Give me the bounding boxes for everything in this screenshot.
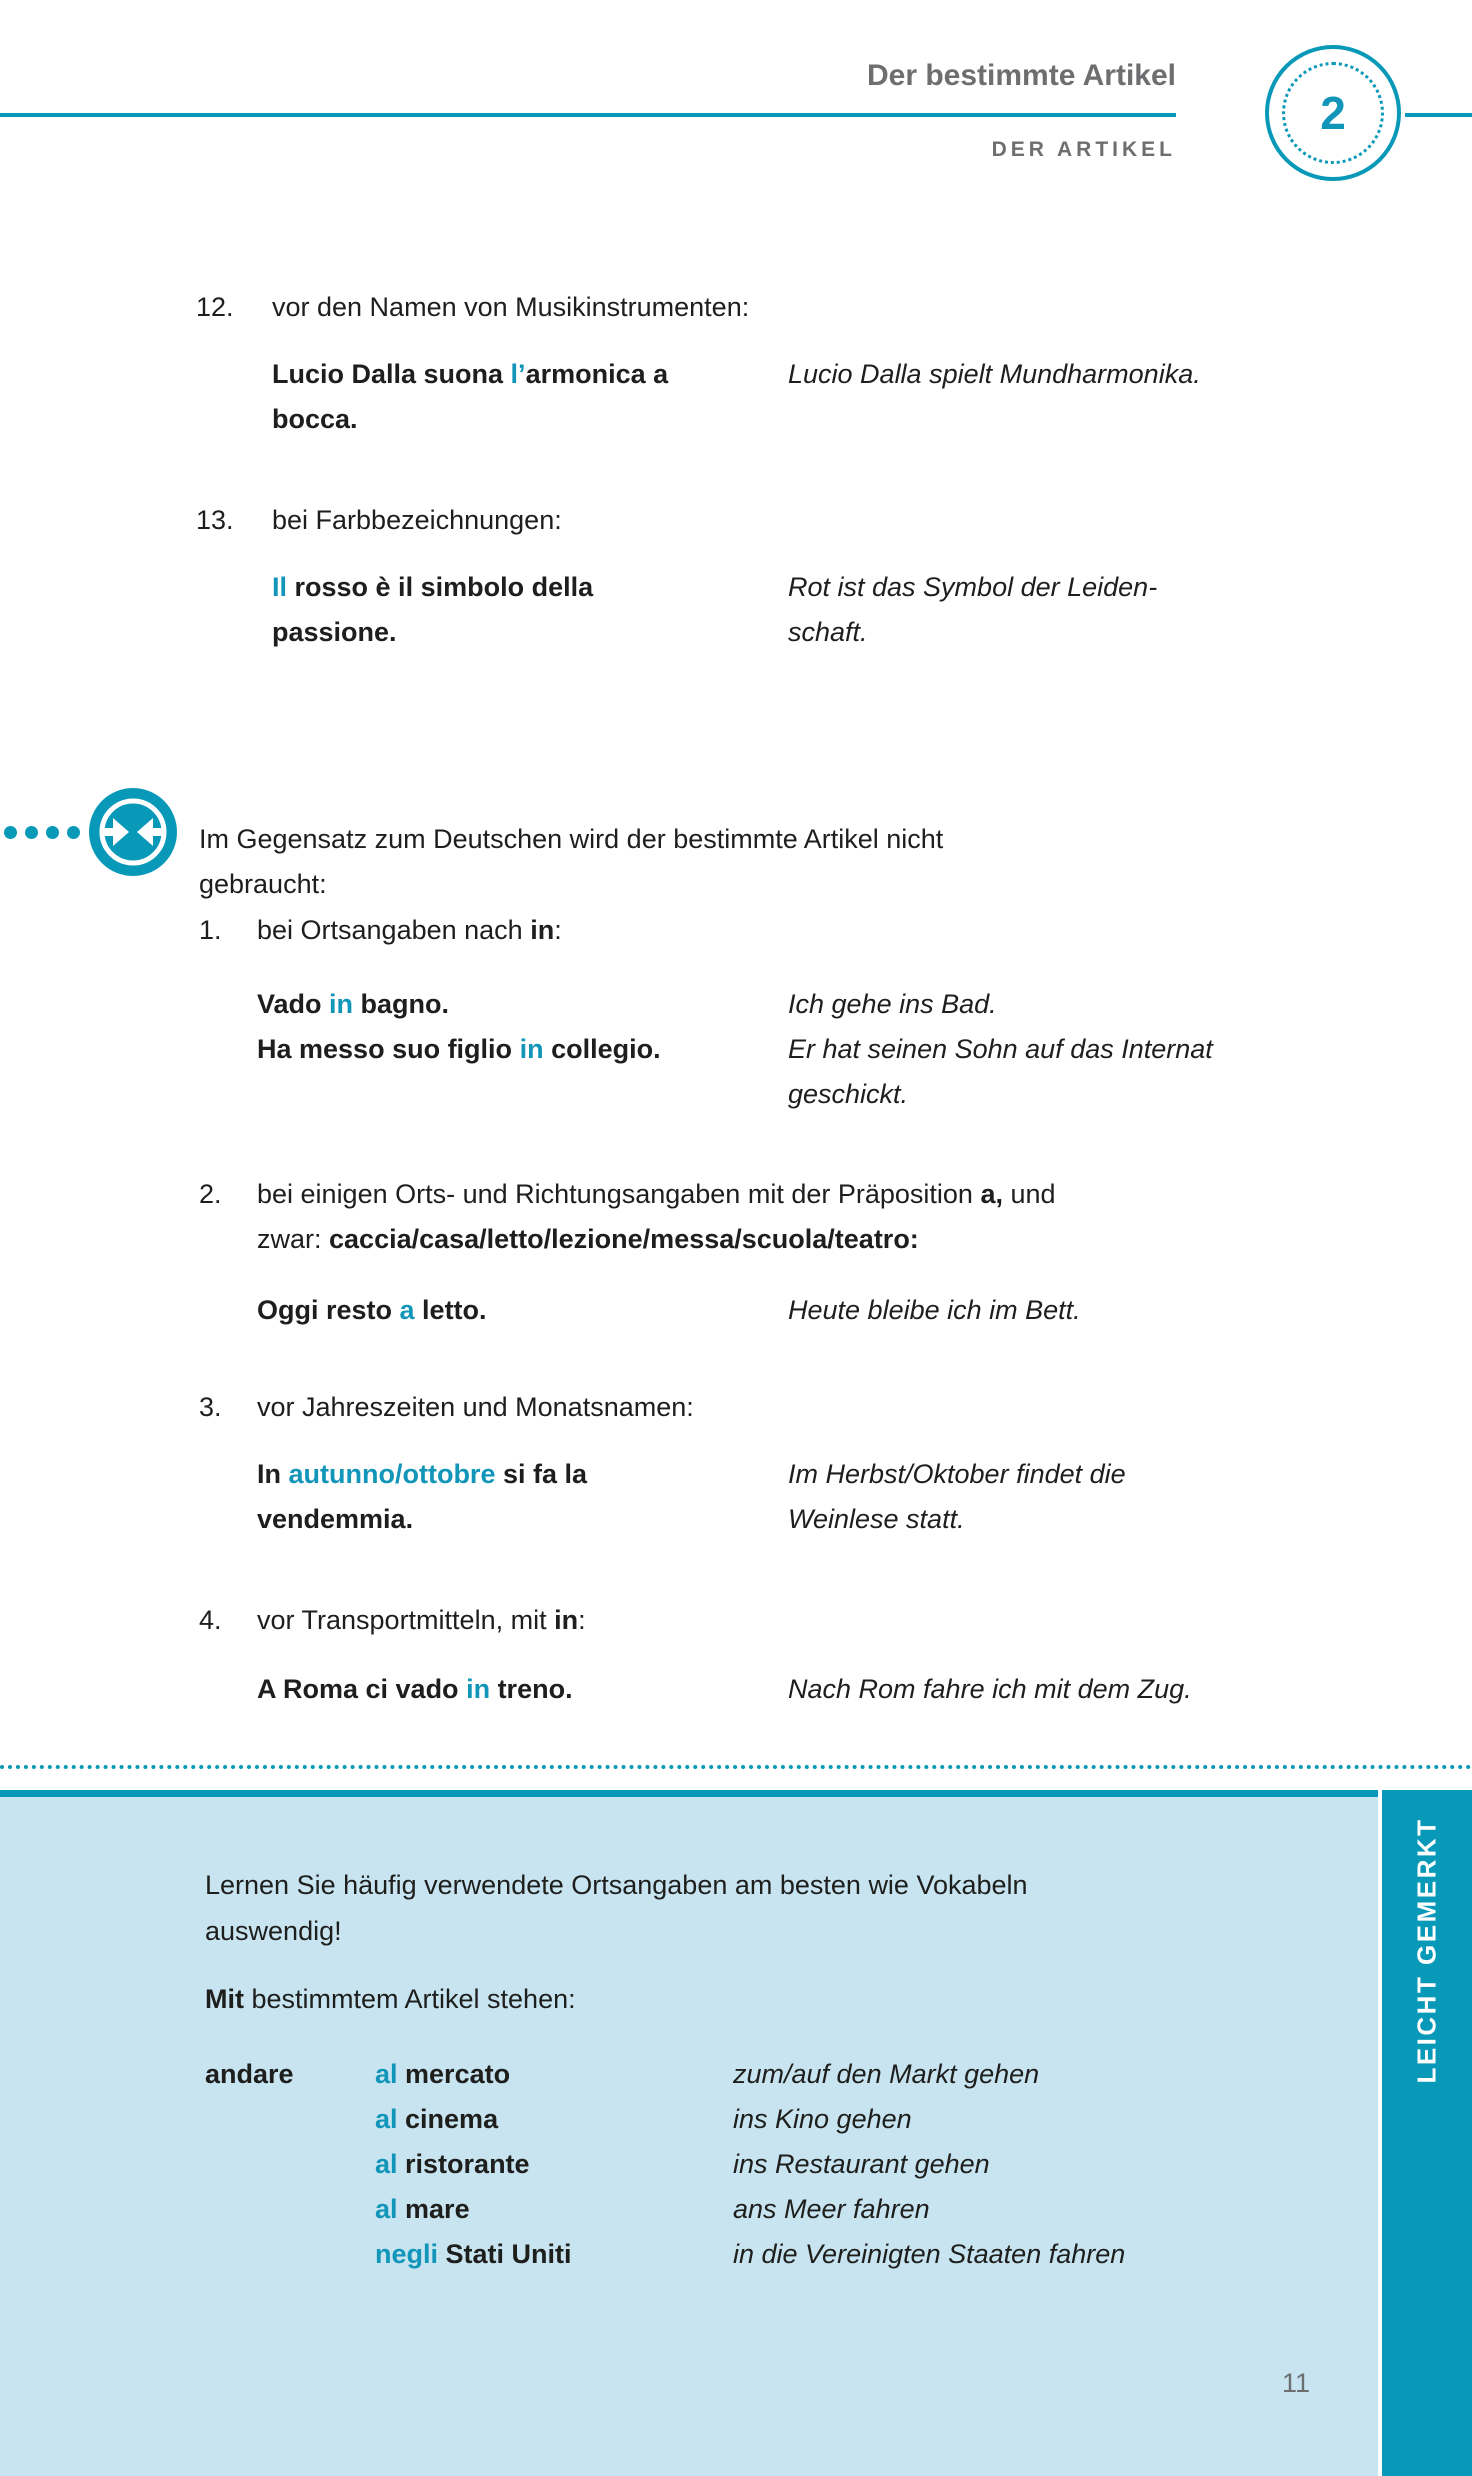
example-italian: In autunno/ottobre si fa la vendemmia. (257, 1459, 588, 1534)
rule-number: 3. (199, 1392, 222, 1422)
example-italian: Il rosso è il simbolo della passione. (272, 572, 594, 647)
rule-text: vor Transportmitteln, mit in: (257, 1605, 586, 1635)
example-german: Er hat seinen Sohn auf das Internat geschickt. (788, 1034, 1213, 1109)
marker-dot (4, 826, 17, 839)
example-italian: Ha messo suo figlio in collegio. (257, 1034, 661, 1064)
side-tab-label: LEICHT GEMERKT (1411, 1816, 1442, 2084)
example-row (272, 352, 1201, 442)
running-title: Der bestimmte Artikel (867, 59, 1176, 92)
vocab-german: zum/auf den Markt gehen (733, 2059, 1040, 2089)
example-italian: A Roma ci vado in treno. (257, 1674, 573, 1704)
example-row (272, 565, 1157, 655)
rule-number: 2. (199, 1179, 222, 1209)
section-label: DER ARTIKEL (991, 138, 1176, 161)
vocab-row (205, 2142, 1125, 2187)
tip-text: Lernen Sie häufig verwendete Ortsangaben am besten wie Vokabeln auswendig! (205, 1870, 1028, 1946)
rule-number: 1. (199, 915, 222, 945)
vocab-row (205, 2232, 1125, 2277)
rule-item-3 (199, 1385, 694, 1430)
example-german: Lucio Dalla spielt Mundharmonika. (788, 359, 1201, 389)
vocab-row (205, 2052, 1125, 2097)
example-german: Ich gehe ins Bad. (788, 989, 997, 1019)
rule-item-4 (199, 1598, 586, 1643)
rule-text: bei Farbbezeichnungen: (272, 505, 562, 535)
vocab-row (205, 2187, 1125, 2232)
vocab-verb (205, 2142, 375, 2187)
example-row (257, 1452, 1126, 1542)
vocab-italian: al cinema (375, 2104, 499, 2134)
example-row (257, 1288, 1081, 1333)
example-german: Im Herbst/Oktober findet die Weinlese statt. (788, 1459, 1126, 1534)
rule-text: bei Ortsangaben nach in: (257, 915, 562, 945)
opposing-arrows-icon (88, 787, 178, 877)
vocab-row (205, 2097, 1125, 2142)
tip-box-top-bar (0, 1790, 1378, 1797)
tip-lead-in: Mit bestimmtem Artikel stehen: (205, 1984, 576, 2014)
vocab-italian: al mercato (375, 2059, 511, 2089)
vocab-italian: al ristorante (375, 2149, 530, 2179)
rule-item-12 (196, 285, 749, 330)
vocab-italian: negli Stati Uniti (375, 2239, 572, 2269)
vocab-verb (205, 2097, 375, 2142)
marker-dot (25, 826, 38, 839)
example-german: Rot ist das Symbol der Leiden- schaft. (788, 572, 1158, 647)
rule-number: 12. (196, 292, 234, 322)
rule-number: 4. (199, 1605, 222, 1635)
vocab-german: ans Meer fahren (733, 2194, 930, 2224)
header-rule-right (1405, 113, 1472, 117)
example-italian: Vado in bagno. (257, 989, 450, 1019)
vocab-table (205, 2052, 1125, 2277)
example-row (257, 1027, 1213, 1117)
page-number: 11 (1282, 2368, 1311, 2398)
vocab-verb (205, 2232, 375, 2277)
contrast-note-marker (4, 787, 178, 877)
vocab-german: ins Kino gehen (733, 2104, 912, 2134)
example-italian: Lucio Dalla suona l’armonica a bocca. (272, 359, 669, 434)
rule-item-1 (199, 908, 562, 953)
side-label-wrap (1382, 1790, 1472, 2110)
example-row (257, 1667, 1192, 1712)
vocab-verb (205, 2187, 375, 2232)
example-italian: Oggi resto a letto. (257, 1295, 487, 1325)
example-german: Heute bleibe ich im Bett. (788, 1295, 1081, 1325)
rule-item-13 (196, 498, 562, 543)
example-german: Nach Rom fahre ich mit dem Zug. (788, 1674, 1192, 1704)
example-row (257, 982, 997, 1027)
rule-item-2 (199, 1172, 1056, 1262)
vocab-italian: al mare (375, 2194, 470, 2224)
rule-number: 13. (196, 505, 234, 535)
rule-text: vor den Namen von Musikinstrumenten: (272, 292, 750, 322)
intro-paragraph: Im Gegensatz zum Deutschen wird der bestimmte Artikel nicht gebraucht: (199, 824, 944, 899)
marker-dot (46, 826, 59, 839)
rule-text: vor Jahreszeiten und Monatsnamen: (257, 1392, 694, 1422)
vocab-verb: andare (205, 2059, 294, 2089)
header-rule-left (0, 113, 1176, 117)
leicht-gemerkt-tab (1382, 1790, 1472, 2476)
chapter-number-badge (1265, 45, 1401, 181)
vocab-german: ins Restaurant gehen (733, 2149, 990, 2179)
rule-text: bei einigen Orts- und Richtungsangaben mit der Präposition a, und zwar: caccia/casa/letto/lezione/messa/scuola/teatro: (257, 1179, 1056, 1254)
vocab-german: in die Vereinigten Staaten fahren (733, 2239, 1126, 2269)
dotted-divider (0, 1765, 1472, 1769)
chapter-number: 2 (1320, 87, 1346, 139)
marker-dot (67, 826, 80, 839)
